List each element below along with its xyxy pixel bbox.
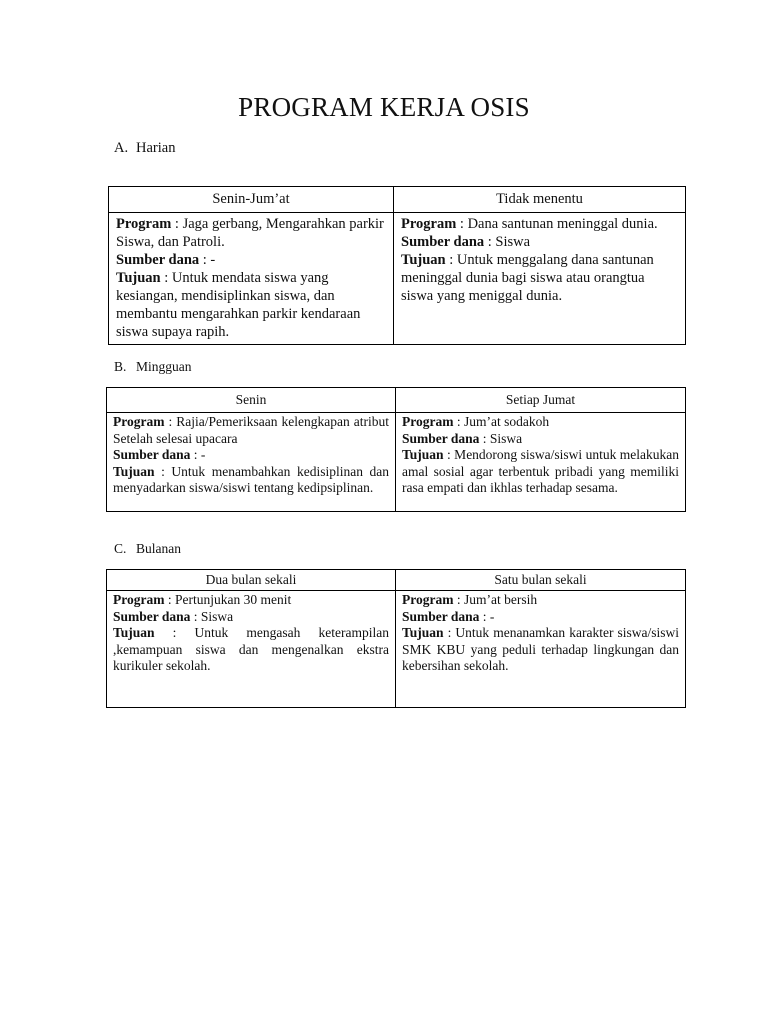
table-cell [107, 413, 396, 512]
dana-line [113, 447, 389, 464]
program-label: Program [401, 216, 457, 232]
program-text: : Jaga gerbang, Mengarahkan parkir Siswa, dan Patroli. [116, 216, 384, 250]
tujuan-text: : Untuk mengasah keterampilan ,kemampuan siswa dan mengenalkan ekstra kurikuler sekolah. [113, 625, 389, 673]
table-row [109, 213, 686, 345]
bulanan-table [106, 569, 686, 708]
dana-line [402, 431, 679, 448]
tujuan-line [402, 447, 679, 497]
column-header: Senin [107, 388, 396, 413]
dana-line [401, 233, 679, 251]
program-label: Program [402, 592, 454, 607]
dana-label: Sumber dana [116, 252, 200, 268]
program-line [402, 414, 679, 431]
table-cell [396, 413, 686, 512]
dana-text: : - [479, 608, 495, 624]
program-label: Program [116, 216, 172, 232]
program-label: Program [113, 414, 165, 429]
section-letter: B. [114, 359, 127, 374]
tujuan-text: : Untuk menggalang dana santunan meninggal dunia bagi siswa atau orangtua siswa yang meniggal dunia. [401, 252, 654, 304]
table-header-row [109, 187, 686, 213]
program-line [401, 215, 679, 233]
table-cell [394, 213, 686, 345]
table-row [107, 413, 686, 512]
program-line [116, 215, 387, 251]
program-label: Program [113, 592, 165, 607]
dana-label: Sumber dana [401, 234, 485, 250]
dana-text: : - [199, 252, 216, 268]
section-heading-harian [114, 140, 175, 157]
program-text: : Dana santunan meninggal dunia. [456, 216, 658, 232]
tujuan-label: Tujuan [113, 625, 155, 640]
program-text: : Jum’at bersih [453, 592, 538, 607]
tujuan-label: Tujuan [116, 270, 161, 286]
section-letter: C. [114, 541, 127, 556]
column-header: Tidak menentu [394, 187, 686, 213]
document-title: PROGRAM KERJA OSIS [238, 92, 530, 122]
program-text: : Rajia/Pemeriksaan kelengkapan atribut Setelah selesai upacara [113, 414, 389, 446]
column-header: Satu bulan sekali [396, 570, 686, 591]
table-row [107, 591, 686, 708]
dana-text: : Siswa [190, 608, 234, 624]
table-cell [396, 591, 686, 708]
program-line [113, 592, 389, 609]
program-text: : Pertunjukan 30 menit [164, 592, 292, 607]
tujuan-label: Tujuan [402, 447, 444, 462]
harian-table [108, 186, 686, 345]
tujuan-line [113, 625, 389, 675]
tujuan-line [116, 269, 387, 341]
section-letter: A. [114, 140, 129, 156]
tujuan-line [402, 625, 679, 675]
program-label: Program [402, 414, 454, 429]
tujuan-line [113, 464, 389, 497]
program-line [113, 414, 389, 447]
dana-label: Sumber dana [402, 608, 480, 624]
dana-label: Sumber dana [113, 608, 191, 624]
dana-line [113, 609, 389, 626]
column-header: Setiap Jumat [396, 388, 686, 413]
section-heading-bulanan [114, 541, 181, 557]
dana-text: : Siswa [479, 430, 523, 446]
tujuan-text: : Mendorong siswa/siswi untuk melakukan amal sosial agar terbentuk pribadi yang memiliki rasa empati dan ikhlas terhadap sesama. [402, 447, 679, 495]
section-label: Mingguan [136, 359, 192, 374]
dana-label: Sumber dana [402, 430, 480, 446]
dana-line [402, 609, 679, 626]
tujuan-text: : Untuk menambahkan kedisiplinan dan menyadarkan siswa/siswi tentang kedipsiplinan. [113, 463, 389, 495]
dana-text: : - [190, 447, 206, 462]
tujuan-label: Tujuan [402, 625, 444, 640]
mingguan-table [106, 387, 686, 512]
dana-line [116, 251, 387, 269]
column-header: Senin-Jum’at [109, 187, 394, 213]
table-header-row [107, 570, 686, 591]
program-line [402, 592, 679, 609]
section-label: Harian [136, 140, 176, 156]
table-cell [109, 213, 394, 345]
tujuan-line [401, 251, 679, 305]
tujuan-text: : Untuk mendata siswa yang kesiangan, mendisiplinkan siswa, dan membantu mengarahkan parkir kendaraan siswa supaya rapih. [116, 270, 361, 340]
dana-text: : Siswa [484, 234, 531, 250]
program-text: : Jum’at sodakoh [453, 414, 550, 429]
table-cell [107, 591, 396, 708]
section-heading-mingguan [114, 359, 192, 375]
tujuan-text: : Untuk menanamkan karakter siswa/siswi SMK KBU yang peduli terhadap lingkungan dan kebersihan sekolah. [402, 625, 679, 673]
section-label: Bulanan [136, 541, 181, 556]
table-header-row [107, 388, 686, 413]
column-header: Dua bulan sekali [107, 570, 396, 591]
tujuan-label: Tujuan [113, 463, 155, 479]
tujuan-label: Tujuan [401, 252, 446, 268]
dana-label: Sumber dana [113, 447, 191, 462]
